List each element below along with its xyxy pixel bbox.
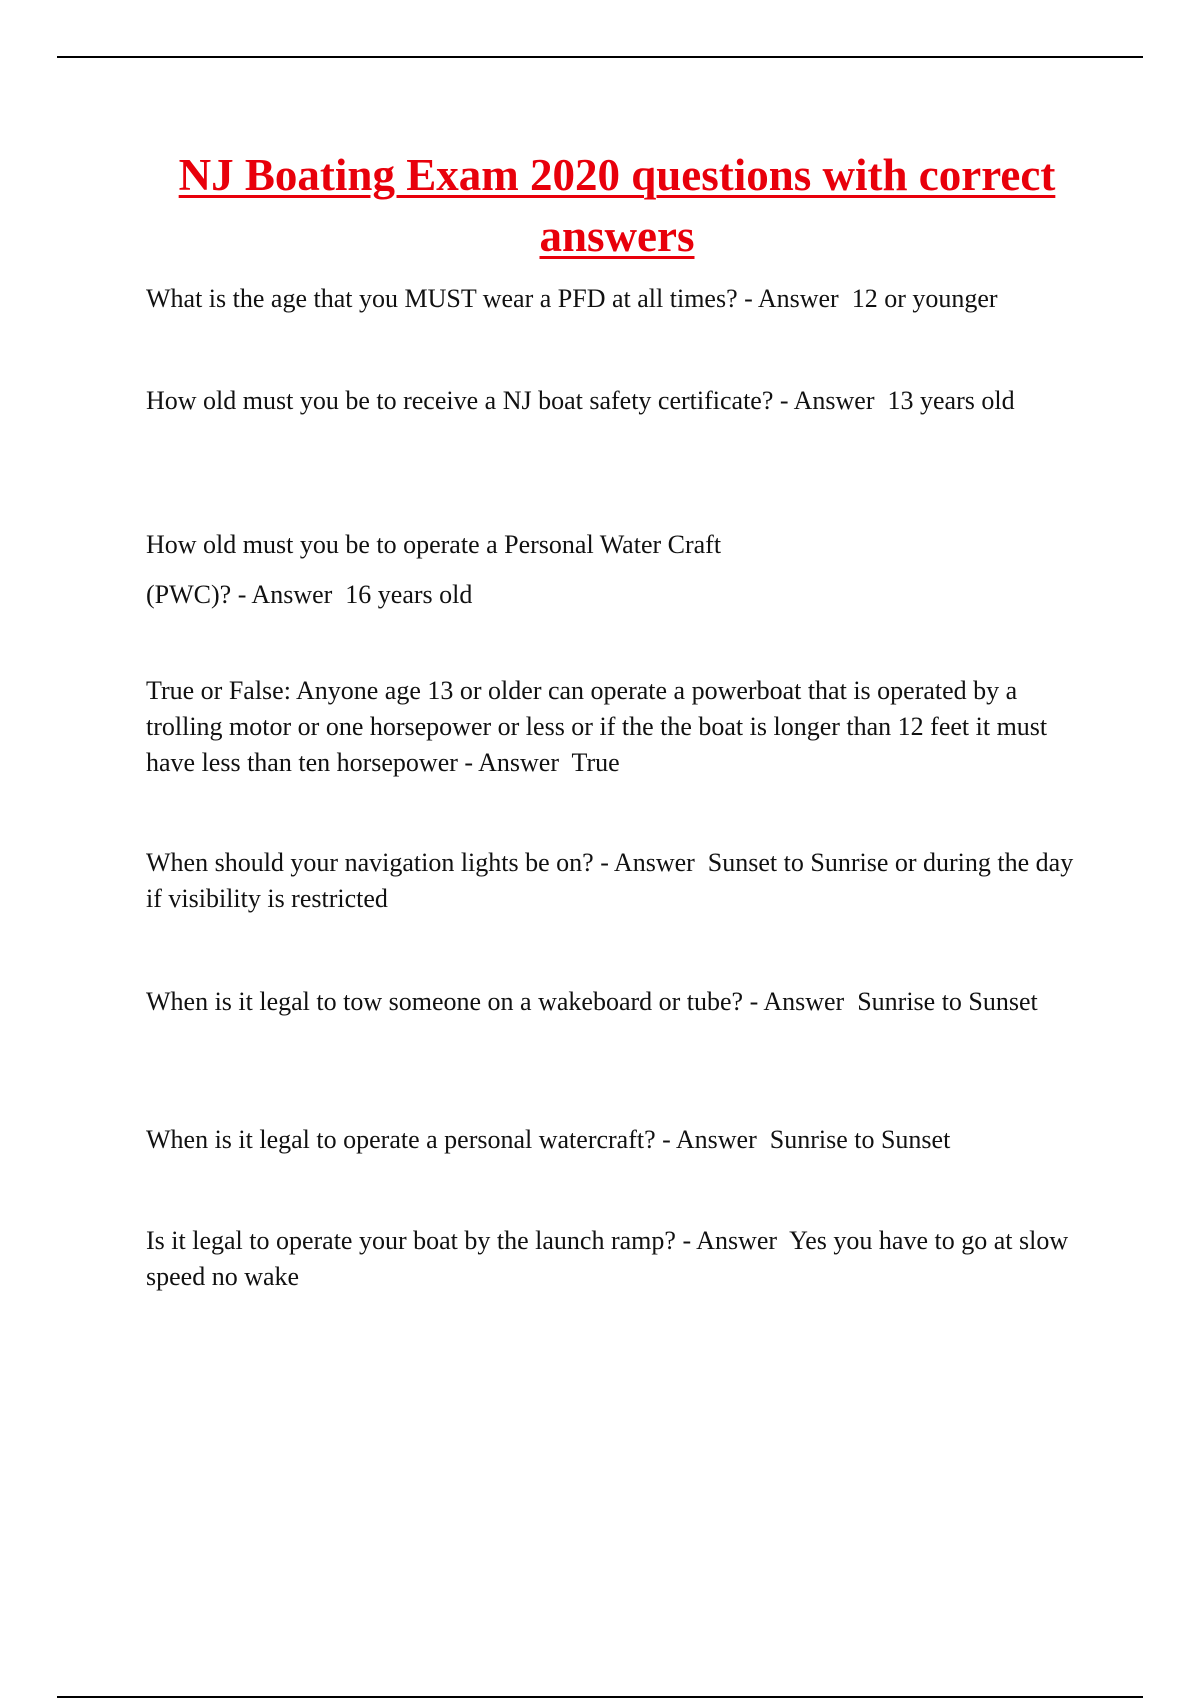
qa-item: [146, 984, 1091, 1020]
answer-text: Sunset to Sunrise or during the day if visibility is restricted: [146, 848, 1074, 913]
question-text: When is it legal to operate a personal watercraft?: [146, 1125, 656, 1154]
top-rule: [57, 56, 1143, 58]
answer-text: 13 years old: [887, 386, 1015, 415]
answer-text: Sunrise to Sunset: [857, 987, 1038, 1016]
answer-text: 16 years old: [345, 580, 473, 609]
answer-separator: - Answer: [675, 1226, 784, 1255]
question-text: When should your navigation lights be on?: [146, 848, 594, 877]
answer-separator: - Answer: [737, 284, 846, 313]
question-text: What is the age that you MUST wear a PFD at all times?: [146, 284, 738, 313]
question-text: How old must you be to receive a NJ boat safety certificate?: [146, 386, 774, 415]
qa-item: [146, 383, 1091, 419]
question-text-line-2: (PWC)?: [146, 580, 232, 609]
question-text: When is it legal to tow someone on a wakeboard or tube?: [146, 987, 744, 1016]
question-text: True or False: Anyone age 13 or older can operate a powerboat that is operated by a trolling motor or one horsepower or less or if the the boat is longer than 12 feet it must have less than ten horsepower: [146, 676, 1048, 777]
qa-item: [146, 1223, 1091, 1295]
qa-item: [146, 520, 1091, 620]
qa-item: [146, 845, 1091, 917]
document-title: NJ Boating Exam 2020 questions with correct answers: [178, 150, 1056, 261]
answer-text: True: [571, 748, 620, 777]
qa-item: [146, 673, 1091, 781]
answer-text: Sunrise to Sunset: [769, 1125, 951, 1154]
answer-text: 12 or younger: [851, 284, 998, 313]
bottom-rule: [57, 1696, 1143, 1698]
answer-separator: - Answer: [231, 580, 339, 609]
answer-text: Yes you have to go at slow speed no wake: [146, 1226, 1069, 1291]
answer-separator: - Answer: [457, 748, 566, 777]
answer-separator: - Answer: [773, 386, 881, 415]
qa-item: [146, 281, 1091, 317]
question-text: Is it legal to operate your boat by the launch ramp?: [146, 1226, 676, 1255]
qa-item: [146, 1122, 1091, 1158]
question-text-line-1: How old must you be to operate a Personal Water Craft: [146, 530, 722, 559]
answer-separator: - Answer: [593, 848, 702, 877]
answer-separator: - Answer: [655, 1125, 764, 1154]
answer-separator: - Answer: [743, 987, 851, 1016]
